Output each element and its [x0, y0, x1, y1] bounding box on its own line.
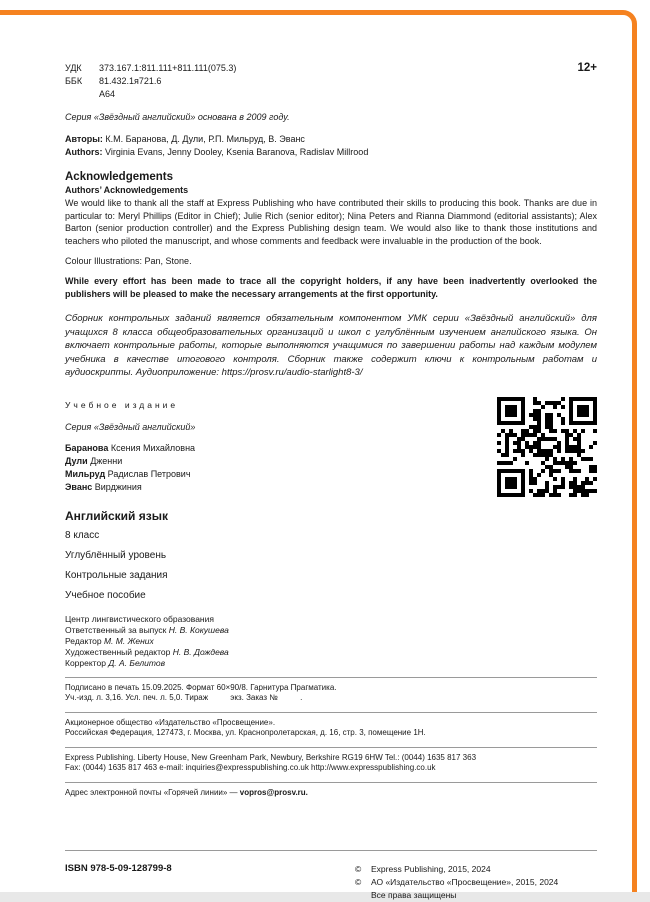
- staff-name: Н. В. Кокушева: [168, 624, 229, 635]
- series-founded-note: Серия «Звёздный английский» основана в 2009 году.: [65, 112, 290, 122]
- colour-illustrations-line: Colour Illustrations: Pan, Stone.: [65, 256, 192, 266]
- udk-value: 373.167.1:811.111+811.111(075.3): [99, 63, 237, 73]
- author-given-name: Дженни: [90, 455, 123, 466]
- author-given-name: Вирджиния: [94, 481, 142, 492]
- isbn-divider: [65, 850, 597, 851]
- hotline-email-link[interactable]: vopros@prosv.ru.: [239, 787, 308, 797]
- authors-acknowledgements-subheading: Authors’ Acknowledgements: [65, 185, 189, 195]
- linguistic-center-line: Центр лингвистического образования: [65, 613, 214, 624]
- book-grade: 8 класс: [65, 529, 100, 541]
- rights-reserved-text: Все права защищены: [371, 890, 457, 900]
- staff-name: Н. В. Дождева: [172, 646, 229, 657]
- publisher-block: [65, 718, 597, 739]
- staff-role: Корректор: [65, 657, 106, 668]
- udk-label: УДК: [65, 63, 82, 73]
- section-divider: [65, 747, 597, 748]
- copyright-symbol: ©: [355, 877, 362, 887]
- copyright-line: [355, 889, 597, 902]
- section-divider: [65, 782, 597, 783]
- staff-row: [65, 647, 597, 658]
- author-surname: Эванс: [65, 481, 93, 492]
- acknowledgements-paragraph: We would like to thank all the staff at Express Publishing who have contributed their skills to producing this book. Thanks are due in particular to: Meryl Phillips (Editor in Chief); Julie Rich (senior editor); Nina Peters and Rianna Diammond (editorial assistants); Alex Barton (senior production controller) and the Express Publishing design team. We would also like to thank those institutions and teachers who piloted the manuscript, and whose comments and feedback were invaluable in the production of the book.: [65, 198, 597, 246]
- authors-ru-label: Авторы:: [65, 134, 103, 144]
- authors-en-names: Virginia Evans, Jenny Dooley, Ksenia Baranova, Radislav Millrood: [105, 147, 369, 157]
- isbn-number: ISBN 978-5-09-128799-8: [65, 863, 172, 874]
- print-info-line2: Уч.-изд. л. 3,16. Усл. печ. л. 5,0. Тираж экз. Заказ № .: [65, 693, 303, 702]
- edition-type-label: Учебное издание: [65, 399, 179, 410]
- section-divider: [65, 712, 597, 713]
- staff-name: Д. А. Белитов: [108, 657, 166, 668]
- copyright-symbol: ©: [355, 864, 362, 874]
- qr-code: [497, 397, 597, 497]
- copyright-holders-note: While every effort has been made to trace all the copyright holders, if any have been inadvertently overlooked the publishers will be pleased to make the necessary arrangements at the first opportunity.: [65, 276, 597, 299]
- staff-role: Художественный редактор: [65, 646, 171, 657]
- express-publishing-block: [65, 753, 597, 774]
- publisher-address-line: Российская Федерация, 127473, г. Москва, ул. Краснопролетарская, д. 16, стр. 3, помещение 1Н.: [65, 728, 426, 737]
- authors-block: [65, 133, 597, 159]
- isbn-copyright-row: [65, 863, 597, 902]
- copyright-symbol: [355, 889, 371, 902]
- russian-annotation: Сборник контрольных заданий является обязательным компонентом УМК серии «Звёздный английский» для учащихся 8 класса общеобразовательных организаций и школ с углублённым изучением английского языка. Он включает контрольные работы, которые выполняются учащимися по завершении работы над каждым модулем учебника в качестве итогового контроля. Сборник также содержит ключи к контрольным работам и аудиоскрипты. Аудиоприложение: https://prosv.ru/audio-starlight8-3/: [65, 313, 597, 378]
- staff-row: [65, 636, 597, 647]
- authors-ru-names: К.М. Баранова, Д. Дули, Р.П. Мильруд, В. Эванс: [105, 134, 305, 144]
- bbk-label: ББК: [65, 76, 83, 86]
- print-info-line1: Подписано в печать 15.09.2025. Формат 60×90/8. Гарнитура Прагматика.: [65, 682, 337, 692]
- staff-row: [65, 658, 597, 669]
- book-type: Контрольные задания: [65, 569, 168, 581]
- section-divider: [65, 677, 597, 678]
- staff-role: Ответственный за выпуск: [65, 624, 167, 635]
- copyright-text: АО «Издательство «Просвещение», 2015, 2024: [371, 877, 559, 887]
- publisher-name-line: Акционерное общество «Издательство «Просвещение».: [65, 717, 276, 727]
- editorial-staff-block: [65, 614, 597, 669]
- authors-en-label: Authors:: [65, 147, 103, 157]
- author-given-name: Ксения Михайловна: [110, 442, 196, 453]
- copyright-block: [355, 863, 597, 902]
- copyright-line: [355, 876, 597, 889]
- book-kind: Учебное пособие: [65, 589, 146, 601]
- print-info-block: [65, 683, 597, 704]
- staff-role: Редактор: [65, 635, 102, 646]
- book-title: Английский язык: [65, 508, 168, 523]
- express-address-line: Express Publishing. Liberty House, New Greenham Park, Newbury, Berkshire RG19 6HW Tel.: (0044) 1635 817 363: [65, 752, 477, 762]
- staff-name: М. М. Жених: [103, 635, 154, 646]
- acknowledgements-heading: Acknowledgements: [65, 171, 173, 183]
- bibliographic-block: [65, 62, 597, 101]
- hotline-prefix: Адрес электронной почты «Горячей линии» —: [65, 787, 240, 797]
- express-contacts-line: Fax: (0044) 1635 817 463 e-mail: inquiries@expresspublishing.co.uk http://www.expresspublishing.co.uk: [65, 763, 436, 772]
- bbk-value: 81.432.1я721.6: [99, 76, 162, 86]
- age-rating-badge: 12+: [577, 62, 597, 74]
- staff-row: [65, 625, 597, 636]
- author-given-name: Радислав Петрович: [107, 468, 191, 479]
- author-surname: Мильруд: [65, 468, 106, 479]
- series-title-line: Серия «Звёздный английский»: [65, 421, 196, 432]
- copyright-line: [355, 863, 597, 876]
- author-surname: Баранова: [65, 442, 109, 453]
- copyright-text: Express Publishing, 2015, 2024: [371, 864, 491, 874]
- book-level: Углублённый уровень: [65, 549, 167, 561]
- hotline-block: [65, 788, 597, 799]
- book-code: А64: [99, 89, 116, 99]
- author-surname: Дули: [65, 455, 88, 466]
